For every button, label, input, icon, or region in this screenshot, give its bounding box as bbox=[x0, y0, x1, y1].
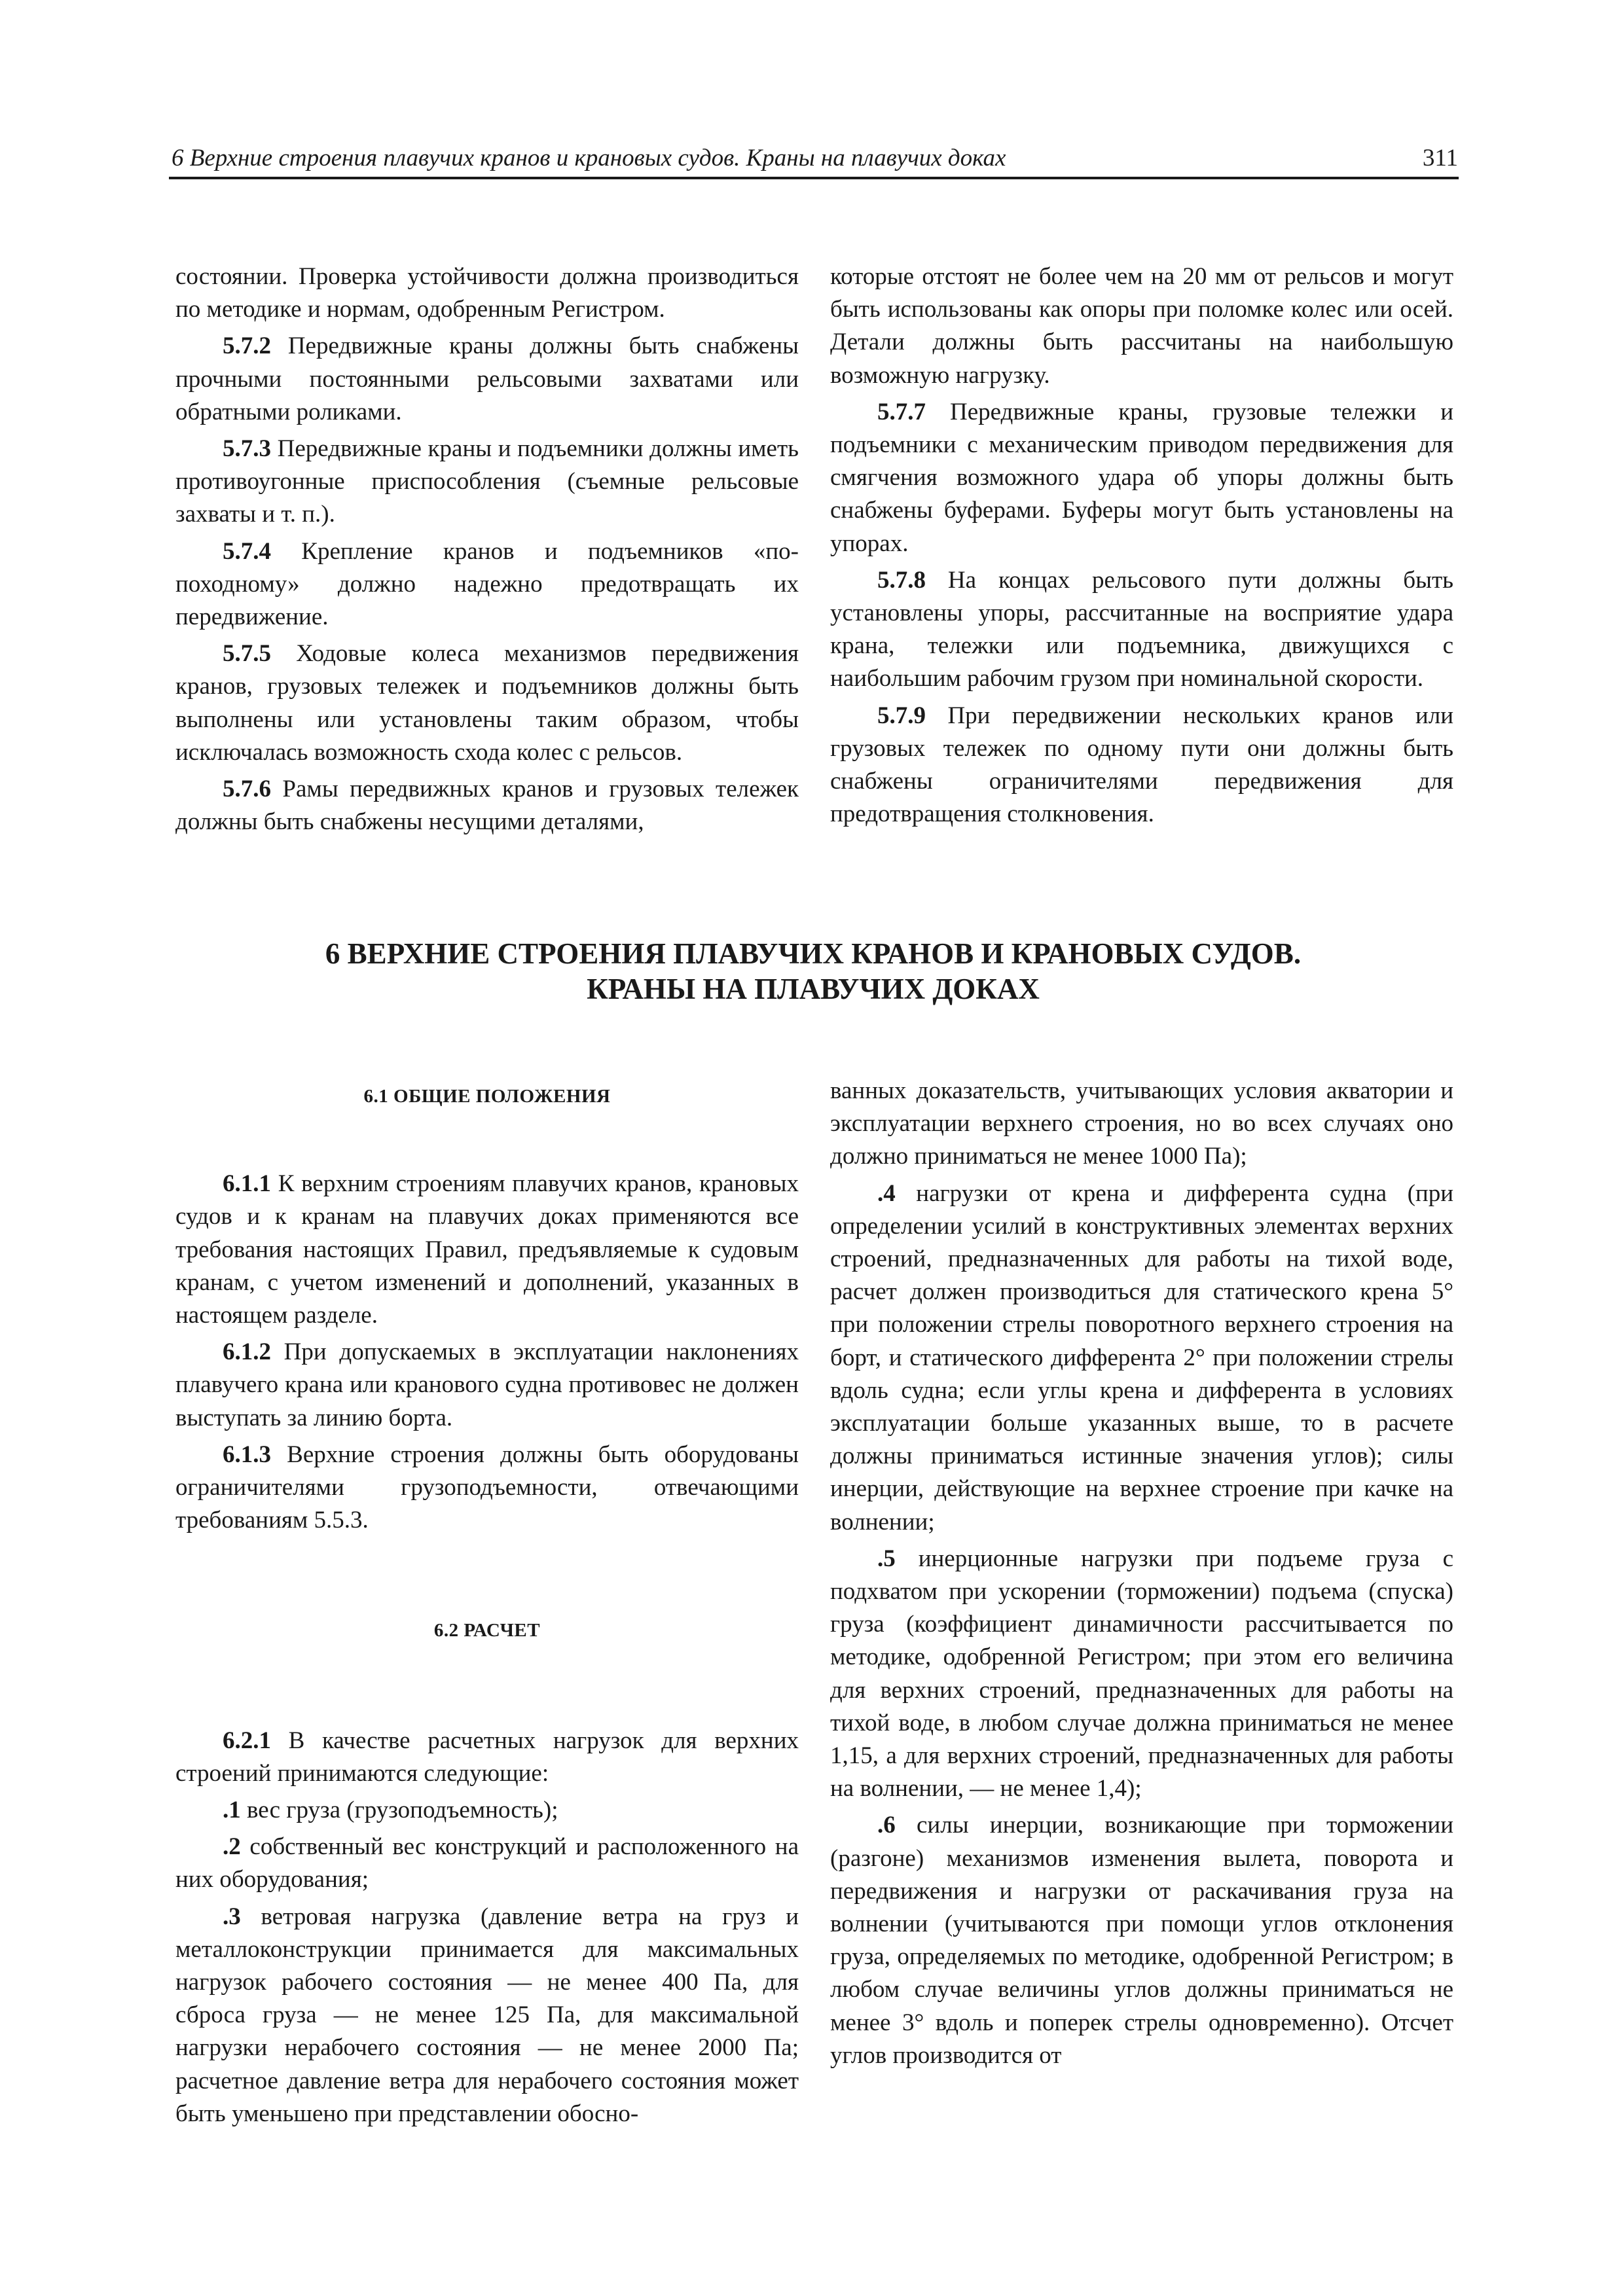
paragraph-5-7-9: 5.7.9 При передвижении нескольких кранов или грузовых тележек по одному пути они должны быть снабжены ограничителями передвижения для предотвращения столкновения. bbox=[830, 702, 1453, 828]
list-item-2: .2 собственный вес конструкций и расположенного на них оборудования; bbox=[175, 1833, 799, 1893]
list-item-5: .5 инерционные нагрузки при подъеме груза с подхватом при ускорении (торможении) подъема (спуска) груза (коэффициент динамичности рассчитывается по методике, одобренной Регистром; при этом его величина для верхних строений, предназначенных для работы на тихой воде, в любом случае должна приниматься не менее 1,15, а для верхних строений, предназначенных для работы на волнении, — не менее 1,4); bbox=[830, 1545, 1453, 1803]
list-item-4: .4 нагрузки от крена и дифферента судна (при определении усилий в конструктивных элементах верхних строений, предназначенных для работы на тихой воде, расчет должен производиться для статического крена 5° при положении стрелы поворотного верхнего строения на борт, и статического дифферента 2° при положении стрелы вдоль судна; если углы крена и дифферента в условиях эксплуатации больше указанных выше, то в расчете должны приниматься истинные значения углов); силы инерции, действующие на верхнее строение при качке на волнении; bbox=[830, 1179, 1453, 1535]
paragraph-6-1-1: 6.1.1 К верхним строениям плавучих кранов, крановых судов и к кранам на плавучих доках применяются все требования настоящих Правил, предъявляемые к судовым кранам, с учетом изменений и дополнений, указанных в настоящем разделе. bbox=[175, 1170, 799, 1329]
chapter-heading-line-2: КРАНЫ НА ПЛАВУЧИХ ДОКАХ bbox=[587, 973, 1040, 1005]
running-header-title: 6 Верхние строения плавучих кранов и крановых судов. Краны на плавучих доках bbox=[172, 145, 1006, 171]
paragraph: состоянии. Проверка устойчивости должна производиться по методике и нормам, одобренным Регистром. bbox=[175, 263, 799, 323]
paragraph-5-7-7: 5.7.7 Передвижные краны, грузовые тележки и подъемники с механическим приводом передвижения для смягчения возможного удара об упоры должны быть снабжены буферами. Буферы могут быть установлены на упорах. bbox=[830, 398, 1453, 557]
top-left-column bbox=[175, 257, 799, 838]
page-number: 311 bbox=[1422, 145, 1458, 171]
paragraph-5-7-8: 5.7.8 На концах рельсового пути должны быть установлены упоры, рассчитанные на восприятие удара крана, тележки или подъемника, движущихся с наибольшим рабочим грузом при номинальной скорости. bbox=[830, 566, 1453, 692]
paragraph-5-7-3: 5.7.3 Передвижные краны и подъемники должны иметь противоугонные приспособления (съемные рельсовые захваты и т. п.). bbox=[175, 435, 799, 528]
paragraph-6-2-1: 6.2.1 В качестве расчетных нагрузок для верхних строений принимаются следующие: bbox=[175, 1727, 799, 1787]
section-title-6-2: 6.2 РАСЧЕТ bbox=[433, 1620, 541, 1641]
list-item-3: .3 ветровая нагрузка (давление ветра на груз и металлоконструкции принимается для максимальных нагрузок рабочего состояния — не менее 400 Па, для сброса груза — не менее 125 Па, для максимальной нагрузки нерабочего состояния — не менее 2000 Па; расчетное давление ветра для нерабочего состояния может быть уменьшено при представлении обосно- bbox=[175, 1903, 799, 2127]
paragraph-5-7-6: 5.7.6 Рамы передвижных кранов и грузовых тележек должны быть снабжены несущими деталями, bbox=[175, 776, 799, 836]
paragraph: ванных доказательств, учитывающих условия акватории и эксплуатации верхнего строения, но во всех случаях оно должно приниматься не менее 1000 Па); bbox=[830, 1077, 1453, 1170]
list-item-1: .1 вес груза (грузоподъемность); bbox=[223, 1797, 558, 1824]
paragraph-5-7-5: 5.7.5 Ходовые колеса механизмов передвижения кранов, грузовых тележек и подъемников должны быть выполнены или установлены таким образом, чтобы исключалась возможность схода колес с рельсов. bbox=[175, 640, 799, 766]
list-item-6: .6 силы инерции, возникающие при торможении (разгоне) механизмов изменения вылета, поворота и передвижения и нагрузки от раскачивания груза на волнении (учитываются при помощи углов отклонения груза, определяемых по методике, одобренной Регистром; в любом случае величины углов должны приниматься не менее 3° вдоль и поперек стрелы одновременно). Отсчет углов производится от bbox=[830, 1812, 1453, 2069]
paragraph: которые отстоят не более чем на 20 мм от рельсов и могут быть использованы как опоры при поломке колес или осей. Детали должны быть рассчитаны на наибольшую возможную нагрузку. bbox=[830, 263, 1453, 389]
header-rule bbox=[169, 177, 1459, 179]
chapter-heading bbox=[172, 936, 1455, 1007]
paragraph-5-7-2: 5.7.2 Передвижные краны должны быть снабжены прочными постоянными рельсовыми захватами или обратными роликами. bbox=[175, 332, 799, 425]
bottom-right-column bbox=[830, 1071, 1453, 2072]
bottom-left-column bbox=[175, 1071, 799, 2130]
top-right-column bbox=[830, 257, 1453, 831]
paragraph-6-1-3: 6.1.3 Верхние строения должны быть оборудованы ограничителями грузоподъемности, отвечающими требованиям 5.5.3. bbox=[175, 1441, 799, 1534]
paragraph-6-1-2: 6.1.2 При допускаемых в эксплуатации наклонениях плавучего крана или кранового судна противовес не должен выступать за линию борта. bbox=[175, 1338, 799, 1431]
paragraph-5-7-4: 5.7.4 Крепление кранов и подъемников «по-походному» должно надежно предотвращать их передвижение. bbox=[175, 537, 799, 631]
section-title-6-1: 6.1 ОБЩИЕ ПОЛОЖЕНИЯ bbox=[363, 1086, 611, 1107]
chapter-heading-line-1: 6 ВЕРХНИЕ СТРОЕНИЯ ПЛАВУЧИХ КРАНОВ И КРАНОВЫХ СУДОВ. bbox=[325, 937, 1302, 970]
